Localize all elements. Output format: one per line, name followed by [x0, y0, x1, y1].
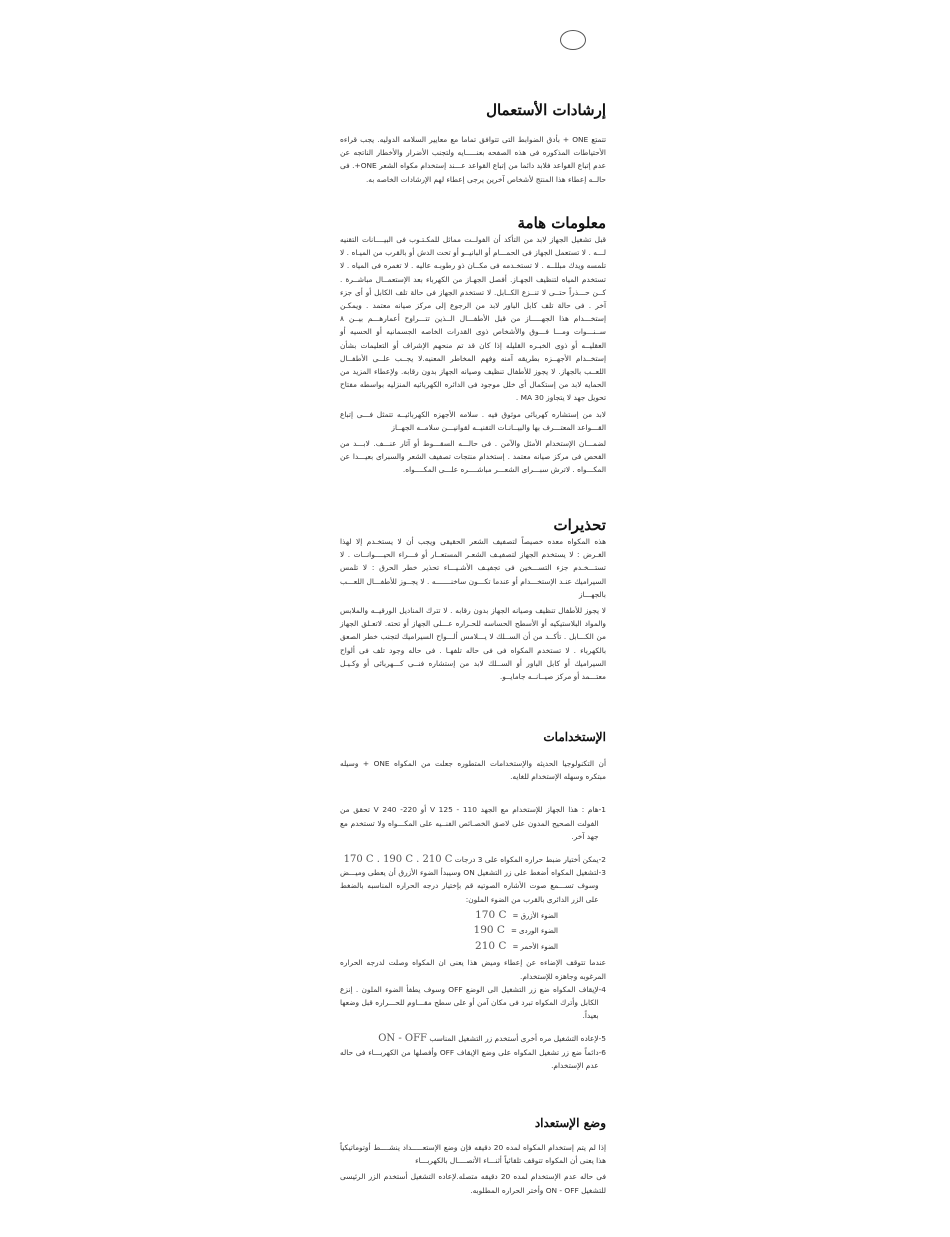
list-number: 2-	[598, 855, 606, 865]
paragraph: فى حاله عدم الإستخدام لمده 20 دقيقه متصله.لإعاده التشغيل أستخدم الزر الرئيسى للتشغيل ON - OFF وأختر الحراره المطلوبه.	[340, 1172, 606, 1195]
paragraph: لابد من إستشاره كهربائى موثوق فيه . سلامه الأجهزه الكهربائيــه تتمثل فـــى إتباع القـــواعد المعتـــرف بها والبيــانـات التقنيــه لقوانيـــن سلامــه الجهــاز	[340, 409, 606, 432]
light-color-label: الضوء الأزرق =	[512, 911, 558, 920]
light-color-label: الضوء الوردى =	[510, 927, 558, 936]
light-color-value: 210 C	[475, 939, 507, 952]
section-usage-instructions	[340, 100, 606, 186]
section-important-info	[340, 213, 606, 477]
list-text	[340, 1032, 599, 1045]
list-number: 5-	[598, 1034, 606, 1044]
list-item	[340, 983, 606, 1023]
section-warnings	[340, 515, 606, 683]
list-text: هام : هذا الجهاز للإستخدام مع الجهد 110 - V 125 أو 220- V 240 تحقق من الفولت الصحيح المدون على لاصق الخصـائص الفنــيه على المكـــواه ولا تستخدم مع جهد آخر.	[340, 805, 599, 841]
paragraph: هذه المكواه معده خصيصاً لتصفيف الشعر الحقيقى ويجب أن لا يستخـدم إلا لهذا الغـرض : لا يستخدم الجهاز لتصفيـف الشعـر المستعــار أو فـــراء الحيــــوانــات . لا تستـــخـدم جزء التســـخين فى تجفيـف الأشـيـــاء تحذير خطر الحرق : لا تلمس السيراميك عنـد الإستخـــدام أو عندما تكـــون ساخنـــــــه . لا يجــوز للأطفـــال اللعـــب بالجهـــاز	[340, 537, 606, 599]
list-item	[340, 1032, 606, 1045]
light-color-value: 190 C	[473, 924, 505, 937]
paragraph: لضمـــان الإستخدام الأمثل والآمن . فى حالـــه السقـــوط أو آثار عنـــف. لابـــد من الفحص فى مركز صيانه معتمد . إستخدام منتجات تصفيف الشعر والسبراى بعيـــدا عن المكـــواه . لاترش سبـــراى الشعـــر مباشــــره علـــى المكــــواه.	[340, 439, 606, 475]
list-text-main: لإعاده التشغيل مره أخرى أستخدم زر التشغيل المناسب	[429, 1034, 599, 1044]
section-standby	[340, 1113, 606, 1197]
light-color-label: الضوء الأحمر =	[512, 942, 558, 951]
light-color-item	[340, 923, 558, 939]
section-uses	[340, 727, 606, 1072]
list-item	[340, 1046, 606, 1072]
list-text	[340, 853, 599, 866]
section-title: معلومات هامة	[517, 214, 606, 232]
list-text: دائماً ضع زر تشغيل المكواه على وضع الإيقاف OFF وأفصلها من الكهربـــاء فى حاله عدم الإستخدام.	[340, 1047, 599, 1070]
list-text: لتشغيل المكواه أضغط على زر التشغيل ON وسيبدأ الضوء الأزرق أن يعطى وميـــض وسوف تســـمع صوت الأشاره الصوتيه قم بإختيار درجه الحراره المناسبه بالضغط على الزر الدائرى بالقرب من الضوء الملون:	[340, 868, 599, 904]
list-number: 1-	[598, 805, 606, 815]
paragraph: تتمتع ONE + بأدق الضوابط التى تتوافق تماما مع معايير السلامه الدوليه. يجب قراءه الأحتياطات المذكوره فى هذه الصفحه بعنـــــايه ولتجنب الأضرار والأخطار الناتجه عن عدم إتباع القواعد فلابد دائما من إتباع القواعد عـــند إستخدام مكواه الشعر ONE+. فى حالــه إعطاء هذا المنتج لأشخاص آخرين يرجى إعطاء لهم الإرشادات الخاصه به.	[340, 135, 607, 184]
page-number-badge	[560, 30, 586, 50]
light-color-item	[340, 908, 558, 924]
section-title: تحذيرات	[553, 516, 606, 534]
light-color-list	[340, 908, 558, 955]
paragraph: عندما تتوقف الإضاءه عن إعطاء وميض هذا يعنى ان المكواه وصلت لدرجه الحراره المرغوبه وجاهزه للإستخدام.	[340, 958, 606, 981]
paragraph: إذا لم يتم إستخدام المكواه لمده 20 دقيقه فإن وضع الإستعـــــداد ينشــــط أوتوماتيكياً هذا يعنى أن المكواه تتوقف تلقائياً أثنـــاء الأتصــــال بالكهربـــاء	[340, 1143, 606, 1166]
section-title: إرشادات الأستعمال	[486, 101, 606, 119]
list-item	[340, 866, 606, 906]
paragraph: قبل تشغيل الجهاز لابد من التأكد أن الفولــت مماثل للمكـتـوب فى البيــــانات التقنيه لـــه . لا تستعمل الجهاز فى الحمـــام أو البانيــو أو تحت الدش أو بالقرب من الميـاه . لا تلمسه ويدك مبللــه . لا تستخـدمه فى مكــان ذو رطوبـه عاليه . لا تغمره فى المياه . لا تستخدم المياه لتنظيف الجهـاز. أفصل الجهـاز من الكهرباء بعد الإستعمــال مباشــرة . كــن حـــذراً حتــى لا تنــزع الكــابل. لا تستخدم الجهاز فى حالة تلف الكابل أو أى جزء آخر . فى حالة تلف كابل الباور لابد من الرجوع إلى مركز صيانه معتمد . ويمكـن إستخـــدام هذا الجهـــــاز من قبل الأطفـــال الــذين تتـــراوح أعمارهـــم بيــن ٨ ســنـــوات ومـــا فـــوق والأشخاص ذوى القدرات الخاصه الجسمانيه أو الحسيه أو العقليــه أو ذوى الخبـره القليله إذا كان قد تم منحهم الإشراف أو التعليمات بشأن إستخــدام الأجهــزه بطريقه آمنه وفهم المخاطر المعنيه.لا يجــب علــى الأطفــال اللعــب بالجهاز. لا يجوز للأطفال تنظيف وصيانه الجهاز بدون رقابه. ولإعطاء المزيد من الحمايه لابد من إستكمال أى خلل موجود فى الدائره الكهربائيه المنزليه بواسطه مفتاح تحويل جهد لا يتجاوز 30 MA .	[340, 235, 606, 403]
switch-values: ON - OFF	[378, 1033, 427, 1045]
section-title: الإستخدامات	[543, 730, 606, 744]
list-item	[340, 853, 606, 866]
list-text: لإيقاف المكواه ضع زر التشغيل الى الوضع OFF وسوف يطفأ الضوء الملون . إنزع الكابل وأترك المكواه تبرد فى مكان آمن أو على سطح مقـــاوم للحـــراره قبل وضعها بعيداً.	[340, 984, 599, 1021]
section-title: وضع الإستعداد	[534, 1116, 606, 1130]
paragraph: لا يجوز للأطفال تنظيف وصيانه الجهاز بدون رقابه . لا تترك المناديل الورقيــه والملابس والمواد البلاستيكيه أو الأسطح الحساسه للحـراره عـــلى الجهاز أو تحته. لاتعـلق الجهاز من الكـــابل . تأكــد من أن الســلك لا يـــلامس ألـــواح السيراميك لتجنب خطر الصعق بالكهرباء . لا تستخدم المكواه فى فى حاله تلفهـا . فى حاله وجود تلف فى ألواح السيراميك أو كابل الباور أو الســلك لابد من إستشاره فنــى كـــهربائى أو وكـيـل معتـــمد أو مركز صيــانــه جامايــو.	[340, 606, 606, 682]
light-color-item	[340, 939, 558, 955]
list-text-main: يمكن أختيار ضبط حراره المكواه على 3 درجات	[454, 855, 599, 865]
list-number: 4-	[598, 984, 606, 994]
temperature-values: 170 C . 190 C . 210 C	[343, 854, 453, 866]
paragraph: أن التكنولوجيا الحديثه والإستخدامات المتطوره جعلت من المكواه ONE + وسيله مبتكره وسهله الإستخدام للغايه.	[340, 759, 606, 782]
light-color-value: 170 C	[475, 908, 507, 921]
list-number: 3-	[598, 868, 606, 878]
list-number: 6-	[598, 1047, 606, 1057]
list-item	[340, 803, 606, 843]
